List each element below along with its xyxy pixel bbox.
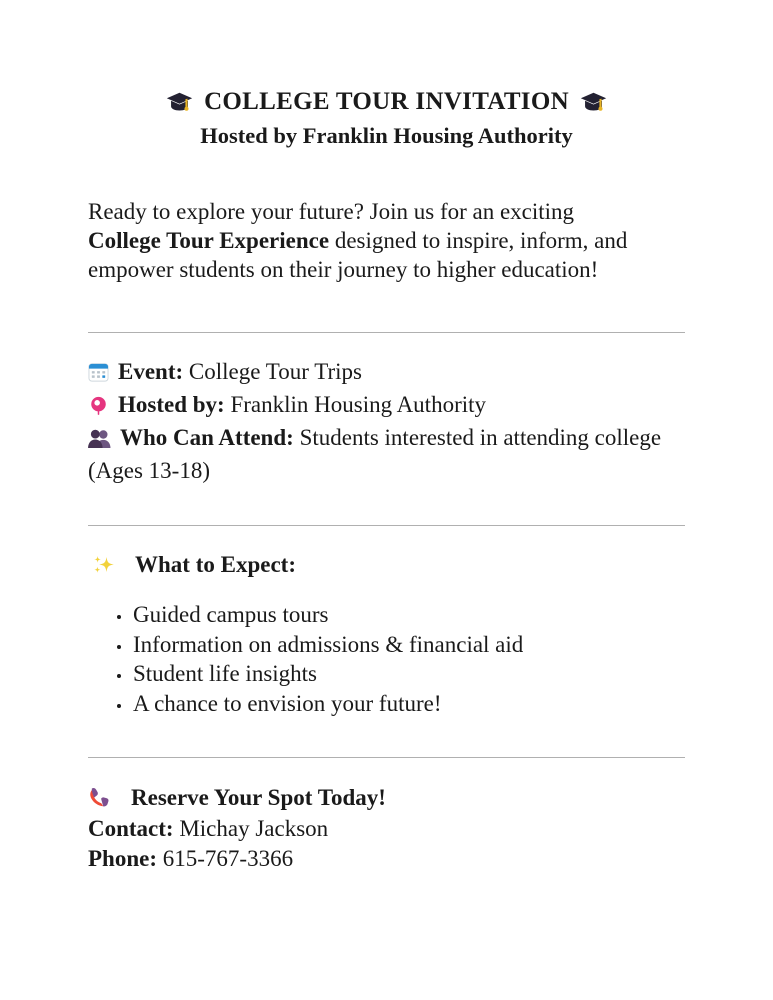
divider bbox=[88, 525, 685, 526]
list-item: A chance to envision your future! bbox=[92, 689, 672, 719]
what-to-expect-heading-text: What to Expect: bbox=[135, 552, 296, 577]
detail-value-who-can-attend: Students interested in attending college (Ages 13-18) bbox=[88, 425, 662, 483]
detail-value-event: College Tour Trips bbox=[188, 359, 362, 384]
phone-label: Phone: bbox=[88, 846, 157, 871]
people-icon bbox=[88, 425, 111, 446]
what-to-expect-section bbox=[92, 550, 672, 718]
event-details bbox=[88, 355, 668, 487]
contact-name-line bbox=[88, 814, 668, 844]
contact-label: Contact: bbox=[88, 816, 174, 841]
list-item: Guided campus tours bbox=[92, 600, 672, 630]
detail-value-hosted-by: Franklin Housing Authority bbox=[230, 392, 487, 417]
detail-row-event bbox=[88, 355, 668, 388]
reserve-heading bbox=[88, 783, 668, 813]
location-pin-icon bbox=[88, 392, 109, 413]
telephone-receiver-icon bbox=[88, 787, 112, 809]
detail-row-hosted-by bbox=[88, 388, 668, 421]
contact-value: Michay Jackson bbox=[179, 816, 329, 841]
graduation-cap-icon bbox=[166, 91, 193, 113]
reserve-heading-text: Reserve Your Spot Today! bbox=[131, 785, 386, 810]
detail-label-who-can-attend: Who Can Attend: bbox=[120, 425, 294, 450]
what-to-expect-list bbox=[92, 600, 672, 718]
graduation-cap-icon bbox=[580, 91, 607, 113]
contact-section bbox=[88, 783, 668, 874]
detail-label-event: Event: bbox=[118, 359, 184, 384]
phone-value: 615-767-3366 bbox=[162, 846, 294, 871]
divider bbox=[88, 332, 685, 333]
page-subtitle: Hosted by Franklin Housing Authority bbox=[200, 122, 573, 148]
sparkles-icon bbox=[92, 553, 116, 577]
calendar-icon bbox=[88, 359, 109, 380]
intro-part2: designed to inspire, inform, and empower students on their journey to higher education! bbox=[88, 228, 628, 282]
divider bbox=[88, 757, 685, 758]
detail-label-hosted-by: Hosted by: bbox=[118, 392, 225, 417]
detail-row-who-can-attend bbox=[88, 421, 668, 487]
page-title: COLLEGE TOUR INVITATION bbox=[204, 88, 569, 115]
what-to-expect-heading bbox=[92, 550, 672, 580]
intro-part1: Ready to explore your future? Join us for an exciting bbox=[88, 199, 575, 224]
header-block bbox=[0, 88, 773, 148]
intro-paragraph bbox=[88, 197, 648, 284]
title-line bbox=[0, 88, 773, 116]
contact-phone-line bbox=[88, 844, 668, 874]
list-item: Information on admissions & financial aid bbox=[92, 630, 672, 660]
intro-bold-phrase: College Tour Experience bbox=[88, 228, 330, 253]
list-item: Student life insights bbox=[92, 659, 672, 689]
